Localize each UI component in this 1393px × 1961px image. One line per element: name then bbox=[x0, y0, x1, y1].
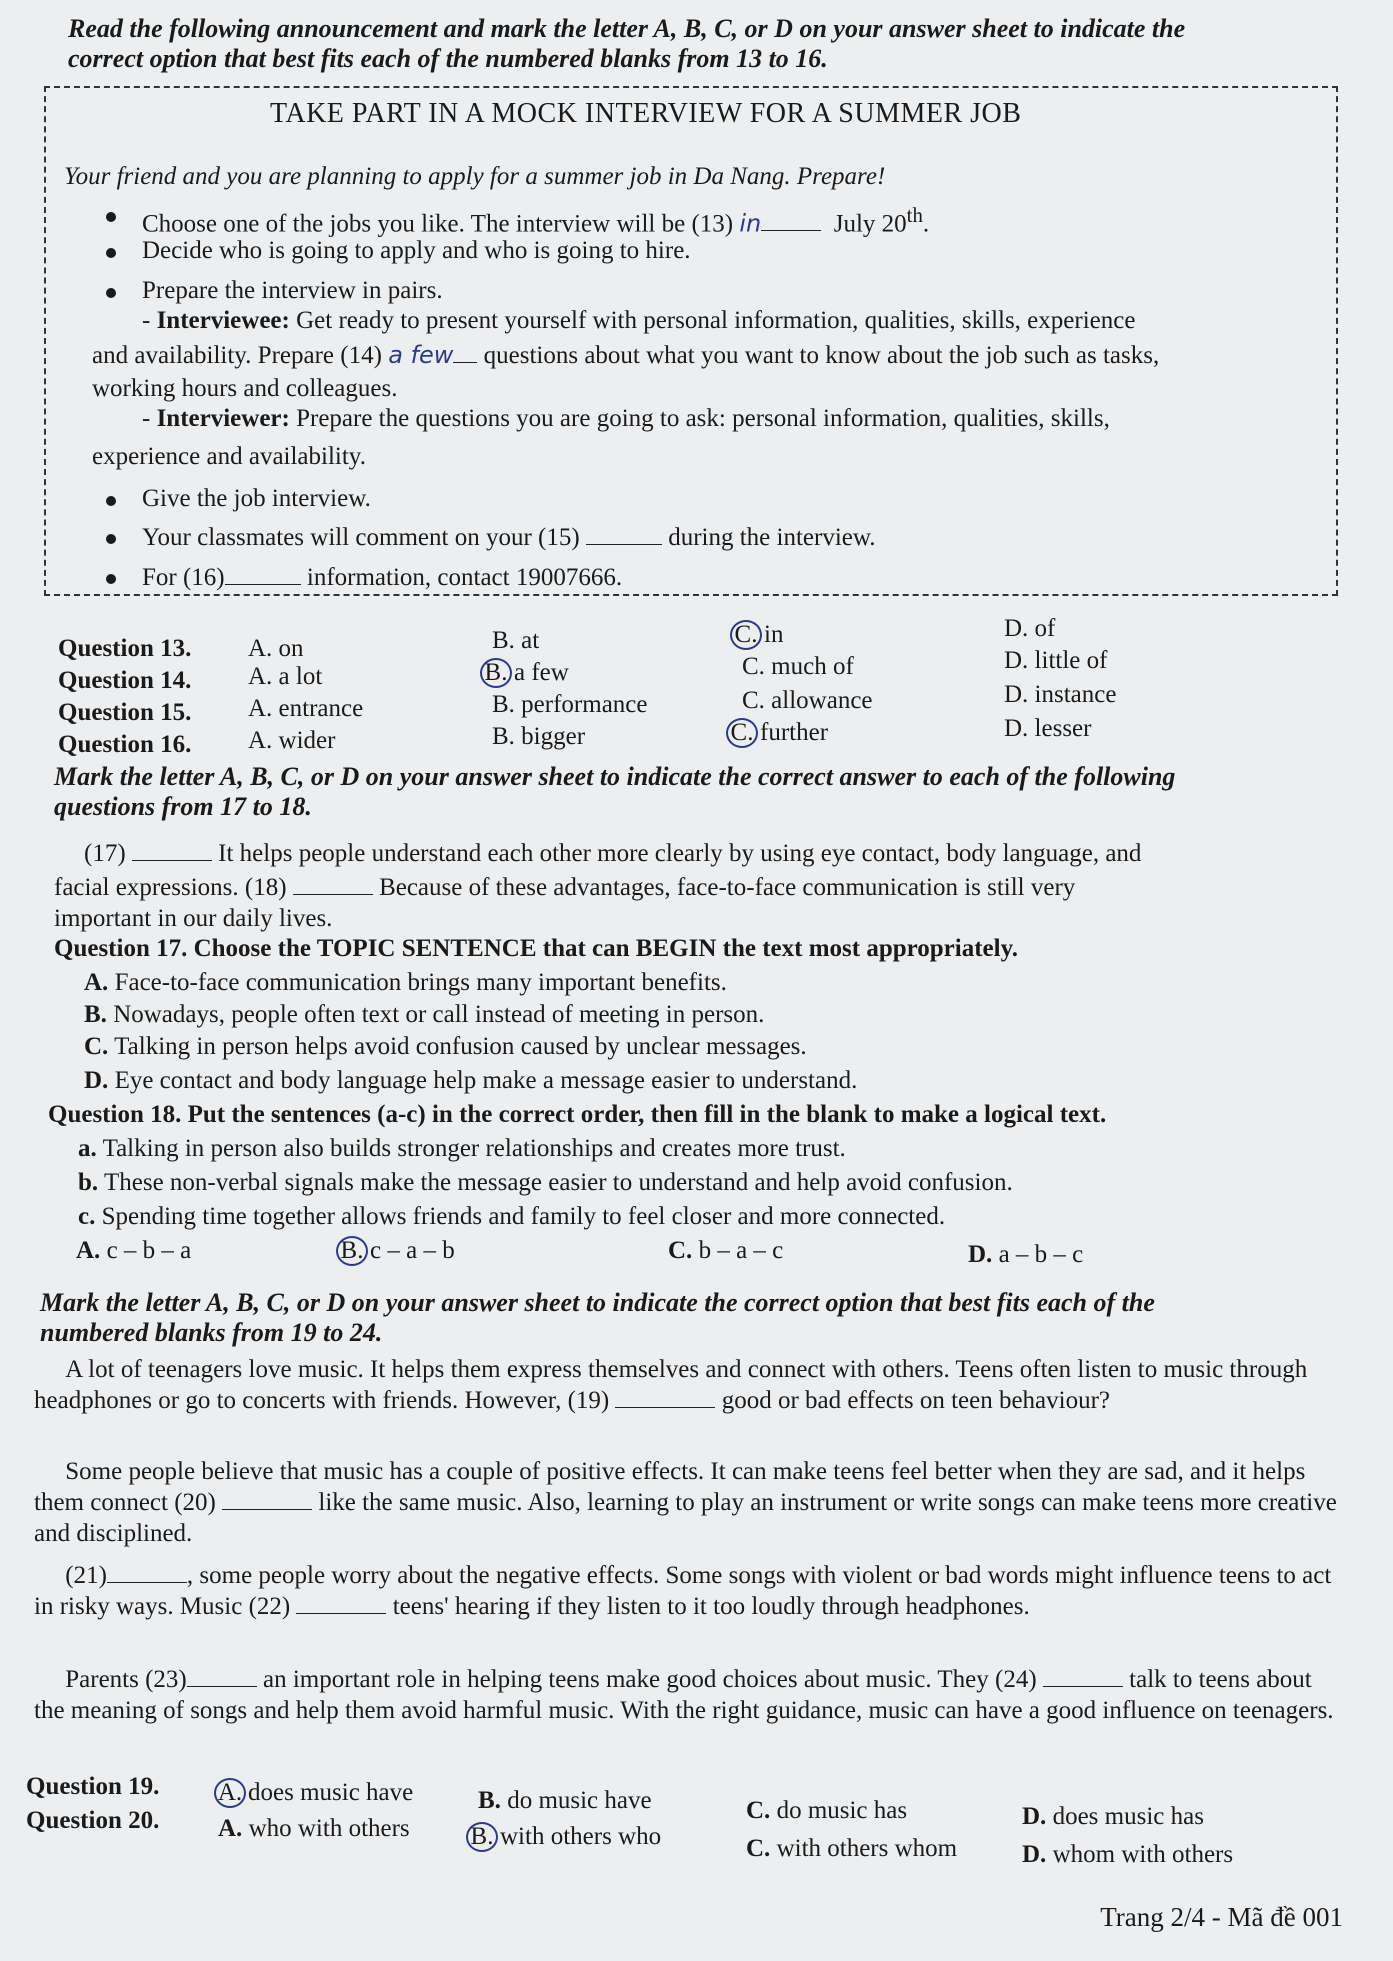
announcement-title: TAKE PART IN A MOCK INTERVIEW FOR A SUMMER JOB bbox=[270, 98, 1022, 129]
selected-mark-icon: B. bbox=[466, 1822, 498, 1852]
instruction-13-16 bbox=[68, 14, 1318, 74]
bullet-icon bbox=[106, 574, 116, 584]
bullet-icon bbox=[106, 288, 116, 298]
selected-mark-icon: B. bbox=[480, 658, 512, 688]
q13-option-d[interactable]: D. of bbox=[1004, 615, 1056, 642]
passage-paragraph-4: Parents (23) an important role in helping teens make good choices about music. They (24) talk to teens about the meaning of songs and help them avoid harmful music. With the right guidance, music can have a good influence on teenagers. bbox=[34, 1666, 1334, 1724]
q18-sentence-c: c. Spending time together allows friends and family to feel closer and more connected. bbox=[78, 1203, 946, 1230]
bullet-prepare-pairs: Prepare the interview in pairs. bbox=[142, 277, 443, 304]
selected-mark-icon: C. bbox=[726, 718, 758, 748]
q18-sentence-a: a. Talking in person also builds stronger relationships and creates more trust. bbox=[78, 1135, 846, 1162]
question-17: Question 17. Choose the TOPIC SENTENCE that can BEGIN the text most appropriately. bbox=[54, 935, 1018, 962]
q13-option-c[interactable]: C. in bbox=[730, 620, 783, 650]
instruction-19-24: Mark the letter A, B, C, or D on your answer sheet to indicate the correct option that best fits each of the numbered blanks from 19 to 24. bbox=[40, 1288, 1155, 1347]
question-14: Question 14. bbox=[58, 667, 192, 694]
q14-option-d[interactable]: D. little of bbox=[1004, 647, 1108, 674]
q16-option-b[interactable]: B. bigger bbox=[492, 723, 586, 750]
question-13: Question 13. bbox=[58, 635, 192, 662]
bullet-comment: Your classmates will comment on your (15) during the interview. bbox=[142, 524, 876, 551]
q19-option-a[interactable]: A. does music have bbox=[214, 1778, 413, 1808]
interviewer-line-2: experience and availability. bbox=[92, 443, 366, 470]
q16-option-c[interactable]: C. further bbox=[726, 718, 828, 748]
q13-option-a[interactable]: A. on bbox=[248, 635, 304, 662]
q20-option-b[interactable]: B. with others who bbox=[466, 1822, 661, 1852]
text-17-18-line1: (17) It helps people understand each other more clearly by using eye contact, body language, and bbox=[84, 840, 1142, 867]
text-17-18-line3: important in our daily lives. bbox=[54, 905, 333, 932]
q18-option-c[interactable]: C. b – a – c bbox=[668, 1237, 784, 1264]
bullet-icon bbox=[106, 212, 116, 222]
selected-mark-icon: B. bbox=[336, 1236, 368, 1266]
q18-option-d[interactable]: D. a – b – c bbox=[968, 1241, 1084, 1268]
announcement-intro: Your friend and you are planning to apply for a summer job in Da Nang. Prepare! bbox=[64, 163, 886, 190]
interviewer-line: - Interviewer: Prepare the questions you are going to ask: personal information, qualities, skills, bbox=[142, 405, 1110, 432]
q15-option-b[interactable]: B. performance bbox=[492, 691, 648, 718]
bullet-give-interview: Give the job interview. bbox=[142, 485, 371, 512]
question-19: Question 19. bbox=[26, 1773, 160, 1800]
handwritten-answer: a few bbox=[388, 341, 454, 369]
instruction-line: Read the following announcement and mark the letter A, B, C, or D on your answer sheet to indicate the bbox=[68, 14, 1186, 43]
question-20: Question 20. bbox=[26, 1807, 160, 1834]
q18-sentence-b: b. These non-verbal signals make the message easier to understand and help avoid confusion. bbox=[78, 1169, 1013, 1196]
bullet-icon bbox=[106, 496, 116, 506]
q15-option-a[interactable]: A. entrance bbox=[248, 695, 364, 722]
instruction-17-18: Mark the letter A, B, C, or D on your answer sheet to indicate the correct answer to each of the following questions from 17 to 18. bbox=[54, 762, 1176, 821]
handwritten-answer: in bbox=[739, 209, 762, 238]
page-footer: Trang 2/4 - Mã đề 001 bbox=[1100, 1902, 1343, 1932]
interviewee-line-2: and availability. Prepare (14) a few questions about what you want to know about the job such as tasks, bbox=[92, 341, 1160, 369]
q15-option-c[interactable]: C. allowance bbox=[742, 687, 873, 714]
q20-option-d[interactable]: D. whom with others bbox=[1022, 1841, 1234, 1868]
interviewee-line-3: working hours and colleagues. bbox=[92, 375, 398, 402]
q18-option-b[interactable]: B. c – a – b bbox=[336, 1236, 455, 1266]
bullet-contact: For (16) information, contact 19007666. bbox=[142, 564, 623, 591]
instruction-line: correct option that best fits each of the numbered blanks from 13 to 16. bbox=[68, 44, 828, 73]
q16-option-a[interactable]: A. wider bbox=[248, 727, 336, 754]
q13-option-b[interactable]: B. at bbox=[492, 627, 540, 654]
question-15: Question 15. bbox=[58, 699, 192, 726]
bullet-icon bbox=[106, 534, 116, 544]
selected-mark-icon: A. bbox=[214, 1778, 246, 1808]
q14-option-a[interactable]: A. a lot bbox=[248, 663, 323, 690]
bullet-decide: Decide who is going to apply and who is going to hire. bbox=[142, 237, 691, 264]
q20-option-c[interactable]: C. with others whom bbox=[746, 1835, 958, 1862]
q17-option-d[interactable]: D. Eye contact and body language help make a message easier to understand. bbox=[84, 1067, 858, 1094]
selected-mark-icon: C. bbox=[730, 620, 762, 650]
q20-option-a[interactable]: A. who with others bbox=[218, 1815, 410, 1842]
q14-option-c[interactable]: C. much of bbox=[742, 653, 854, 680]
q15-option-d[interactable]: D. instance bbox=[1004, 681, 1117, 708]
question-18: Question 18. Put the sentences (a-c) in the correct order, then fill in the blank to make a logical text. bbox=[48, 1101, 1107, 1128]
bullet-choose-job: Choose one of the jobs you like. The interview will be (13) in July 20th. bbox=[142, 203, 930, 238]
q19-option-c[interactable]: C. do music has bbox=[746, 1797, 908, 1824]
interviewee-line: - Interviewee: Get ready to present yourself with personal information, qualities, skills, experience bbox=[142, 307, 1136, 334]
passage-paragraph-1: A lot of teenagers love music. It helps them express themselves and connect with others. Teens often listen to music through headphones or go to concerts with friends. However, (19) good or bad effects on teen behaviour? bbox=[34, 1356, 1308, 1414]
q16-option-d[interactable]: D. lesser bbox=[1004, 715, 1092, 742]
q17-option-b[interactable]: B. Nowadays, people often text or call instead of meeting in person. bbox=[84, 1001, 765, 1028]
passage-paragraph-3: (21) , some people worry about the negative effects. Some songs with violent or bad words might influence teens to act in risky ways. Music (22) teens' hearing if they listen to it too loudly through headphones. bbox=[34, 1562, 1332, 1620]
q17-option-c[interactable]: C. Talking in person helps avoid confusion caused by unclear messages. bbox=[84, 1033, 807, 1060]
question-16: Question 16. bbox=[58, 731, 192, 758]
q17-option-a[interactable]: A. Face-to-face communication brings many important benefits. bbox=[84, 969, 727, 996]
q18-option-a[interactable]: A. c – b – a bbox=[76, 1237, 192, 1264]
q19-option-d[interactable]: D. does music has bbox=[1022, 1803, 1204, 1830]
q19-option-b[interactable]: B. do music have bbox=[478, 1787, 652, 1814]
text-17-18-line2: facial expressions. (18) Because of these advantages, face-to-face communication is still very bbox=[54, 874, 1076, 901]
bullet-icon bbox=[106, 248, 116, 258]
passage-paragraph-2: Some people believe that music has a couple of positive effects. It can make teens feel better when they are sad, and it helps them connect (20) like the same music. Also, learning to play an instrument or write songs can make teens more creative and disciplined. bbox=[34, 1458, 1337, 1547]
q14-option-b[interactable]: B. a few bbox=[480, 658, 569, 688]
